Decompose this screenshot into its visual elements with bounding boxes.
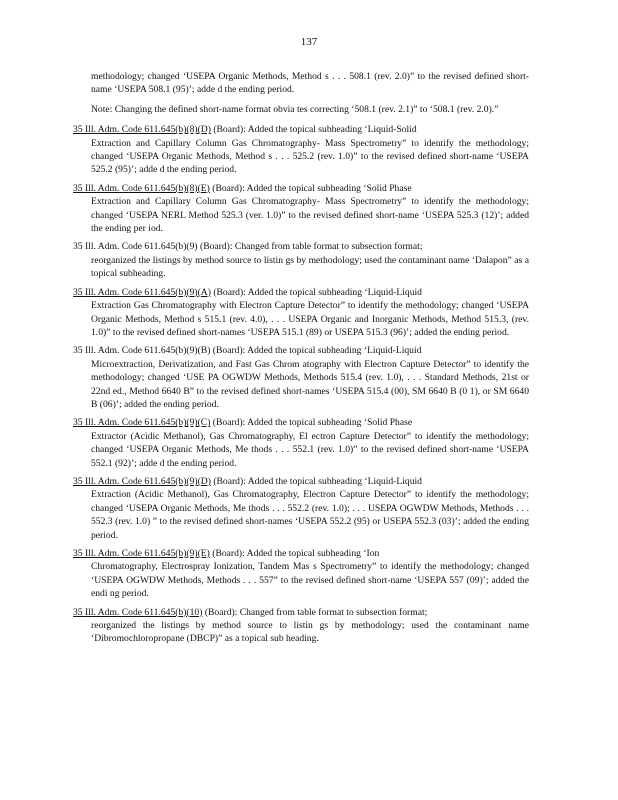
entry-first-line: (Board): Added the topical subheading ‘Liquid-Liquid: [210, 286, 422, 298]
entry-list: [73, 123, 529, 646]
entry-body: reorganized the listings by method source to listin gs by methodology; used the contaminant name ‘Dibromochloropropane (DBCP)” as a topical sub heading.: [91, 620, 529, 645]
entry-first-line: (Board): Added the topical subheading ‘Liquid-Liquid: [210, 345, 422, 357]
entry-body: Microextraction, Derivatization, and Fast Gas Chrom atography with Electron Capture Detector” to identify the methodology; changed ‘USE PA OGWDW Methods, Methods 515.4 (rev. 1.0), . . . Standard Methods, 21st or 22nd ed., Method 6640 B” to the revised defined short-names ‘USEPA 515.4 (00), SM 6640 B (0 1), or SM 6640 B (06)’; added the ending period.: [91, 358, 529, 410]
entry-body: Chromatography, Electrospray Ionization, Tandem Mas s Spectrometry” to identify the methodology; changed ‘USEPA OGWDW Methods, Methods . . . 557” to the revised defined short-name ‘USEPA 557 (09)’; added the endi ng period.: [91, 561, 529, 600]
entry-body: Extraction Gas Chromatography with Electron Capture Detector” to identify the methodology; changed ‘USEPA Organic Methods, Method s 515.1 (rev. 4.0), . . . USEPA Organic and Inorganic Methods, Method 515.3, (rev. 1.0)” to the revised defined short-names ‘USEPA 515.1 (89) or USEPA 515.3 (96)’; added the ending period.: [91, 300, 529, 338]
entry-item: [73, 475, 529, 542]
entry-citation: 35 Ill. Adm. Code 611.645(b)(8)(D): [73, 124, 211, 136]
entry-item: [73, 344, 529, 411]
entry-body: Extraction and Capillary Column Gas Chromatography- Mass Spectrometry” to identify the methodology; changed ‘USEPA NERL Method 525.3 (ver. 1.0)” to the revised defined short-name ‘USEPA 525.3 (12)’; added the ending per iod.: [91, 196, 529, 235]
entry-item: [73, 286, 529, 340]
entry-first-line: (Board): Added the topical subheading ‘Liquid-Solid: [210, 124, 417, 136]
entry-first-line: (Board): Added the topical subheading ‘Solid Phase: [209, 182, 412, 194]
entry-first-line: (Board): Changed from table format to subsection format;: [197, 241, 423, 253]
entry-first-line: (Board): Added the topical subheading ‘Liquid-Liquid: [210, 475, 422, 487]
entry-body: Extractor (Acidic Methanol), Gas Chromatography, El ectron Capture Detector” to identify the methodology; changed ‘USEPA Organic Methods, Me thods . . . 552.1 (rev. 1.0)” to the revised defined short-name ‘USEPA 552.1 (92)’; adde d the ending period.: [91, 430, 529, 469]
entry-item: [73, 547, 529, 601]
document-body: [73, 70, 529, 651]
entry-body: Extraction and Capillary Column Gas Chromatography- Mass Spectrometry” to identify the methodology; changed ‘USEPA Organic Methods, Method s . . . 525.2 (rev. 1.0)” to the revised defined short-name ‘USEPA 525.2 (95)’; adde d the ending period.: [91, 137, 529, 176]
entry-item: [73, 416, 529, 470]
entry-first-line: (Board): Added the topical subheading ‘Solid Phase: [210, 417, 413, 429]
entry-first-line: (Board): Added the topical subheading ‘Ion: [209, 548, 380, 559]
note-paragraph: Note: Changing the defined short-name format obvia tes correcting ‘508.1 (rev. 2.1)” to ‘508.1 (rev. 2.0).”: [91, 103, 499, 115]
entry-body: reorganized the listings by method source to listin gs by methodology; used the contaminant name ‘Dalapon” as a topical subheading.: [91, 254, 529, 280]
entry-citation: 35 Ill. Adm. Code 611.645(b)(8)(E): [73, 182, 210, 194]
entry-citation: 35 Ill. Adm. Code 611.645(b)(9)(A): [73, 286, 211, 298]
entry-citation: 35 Ill. Adm. Code 611.645(b)(9)(D): [73, 475, 211, 487]
entry-item: [73, 123, 529, 177]
entry-item: [73, 606, 529, 646]
entry-citation: 35 Ill. Adm. Code 611.645(b)(9)(B): [73, 345, 211, 357]
entry-citation: 35 Ill. Adm. Code 611.645(b)(9)(C): [73, 417, 211, 429]
entry-citation: 35 Ill. Adm. Code 611.645(b)(10): [73, 606, 203, 618]
entry-body: Extraction (Acidic Methanol), Gas Chromatography, Electron Capture Detector” to identify the methodology; changed ‘USEPA Organic Methods, Me thods . . . 552.2 (rev. 1.0); . . . USEPA OGWDW Methods, Methods . . . 552.3 (rev. 1.0) ” to the revised defined short-names ‘USEPA 552.2 (95) or USEPA 552.3 (03)’; added the ending period.: [91, 489, 529, 541]
entry-item: [73, 240, 529, 280]
entry-first-line: (Board): Changed from table format to subsection format;: [202, 606, 428, 618]
entry-item: [73, 182, 529, 236]
entry-citation: 35 Ill. Adm. Code 611.645(b)(9)(E): [73, 548, 210, 559]
page-number: 137: [300, 36, 318, 48]
entry-citation: 35 Ill. Adm. Code 611.645(b)(9): [73, 241, 198, 253]
continuation-paragraph: methodology; changed ‘USEPA Organic Methods, Method s . . . 508.1 (rev. 2.0)” to the revised defined short-name ‘USEPA 508.1 (95)’; adde d the ending period.: [91, 71, 529, 96]
